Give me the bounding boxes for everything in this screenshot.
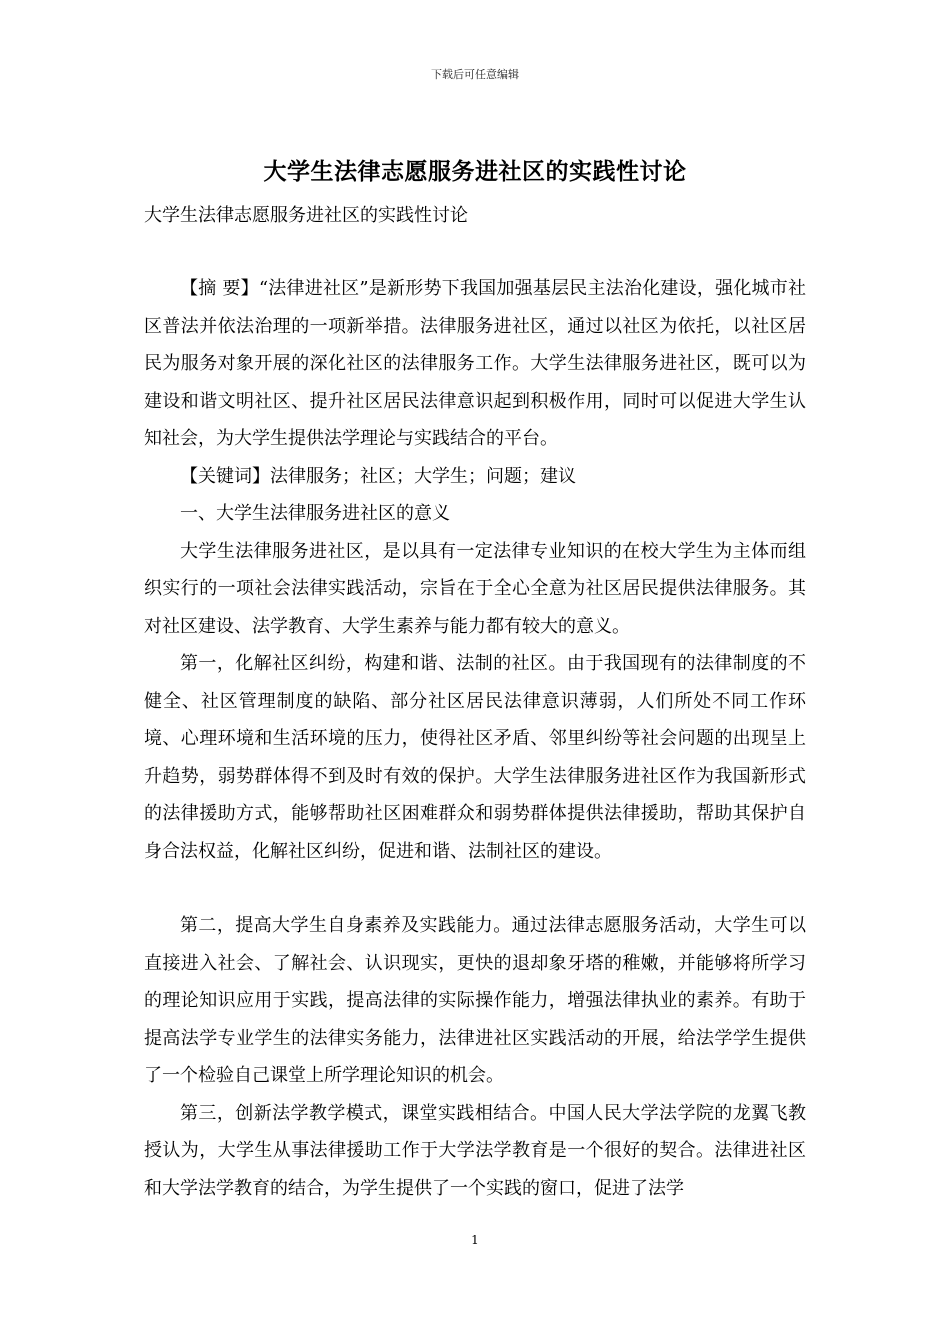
header-note: 下载后可任意编辑 <box>431 68 519 81</box>
body-paragraph: 第二，提高大学生自身素养及实践能力。通过法律志愿服务活动，大学生可以直接进入社会、了解社会、认识现实，更快的退却象牙塔的稚嫩，并能够将所学习的理论知识应用于实践，提高法律的实际操作能力，增强法律执业的素养。有助于提高法学专业学生的法律实务能力，法律进社区实践活动的开展，给法学学生提供了一个检验自己课堂上所学理论知识的机会。 <box>144 915 806 1086</box>
abstract-paragraph: 【摘 要】“法律进社区”是新形势下我国加强基层民主法治化建设，强化城市社区普法并依法治理的一项新举措。法律服务进社区，通过以社区为依托，以社区居民为服务对象开展的深化社区的法律服务工作。大学生法律服务进社区，既可以为建设和谐文明社区、提升社区居民法律意识起到积极作用，同时可以促进大学生认知社会，为大学生提供法学理论与实践结合的平台。 <box>144 278 806 449</box>
document-subtitle: 大学生法律志愿服务进社区的实践性讨论 <box>144 205 468 226</box>
body-paragraph: 第一，化解社区纠纷，构建和谐、法制的社区。由于我国现有的法律制度的不健全、社区管理制度的缺陷、部分社区居民法律意识薄弱，人们所处不同工作环境、心理环境和生活环境的压力，使得社区矛盾、邻里纠纷等社会问题的出现呈上升趋势，弱势群体得不到及时有效的保护。大学生法律服务进社区作为我国新形式的法律援助方式，能够帮助社区困难群众和弱势群体提供法律援助，帮助其保护自身合法权益，化解社区纠纷，促进和谐、法制社区的建设。 <box>144 653 806 862</box>
page-number: 1 <box>471 1233 479 1247</box>
document-body <box>144 270 806 1207</box>
body-paragraph: 大学生法律服务进社区，是以具有一定法律专业知识的在校大学生为主体而组织实行的一项社会法律实践活动，宗旨在于全心全意为社区居民提供法律服务。其对社区建设、法学教育、大学生素养与能力都有较大的意义。 <box>144 540 806 637</box>
body-paragraph: 第三，创新法学教学模式，课堂实践相结合。中国人民大学法学院的龙翼飞教授认为，大学生从事法律援助工作于大学法学教育是一个很好的契合。法律进社区和大学法学教育的结合，为学生提供了一个实践的窗口，促进了法学 <box>144 1102 806 1199</box>
document-title: 大学生法律志愿服务进社区的实践性讨论 <box>263 158 687 185</box>
section-heading: 一、大学生法律服务进社区的意义 <box>180 503 450 524</box>
keywords-paragraph: 【关键词】法律服务；社区；大学生；问题；建议 <box>180 465 576 487</box>
